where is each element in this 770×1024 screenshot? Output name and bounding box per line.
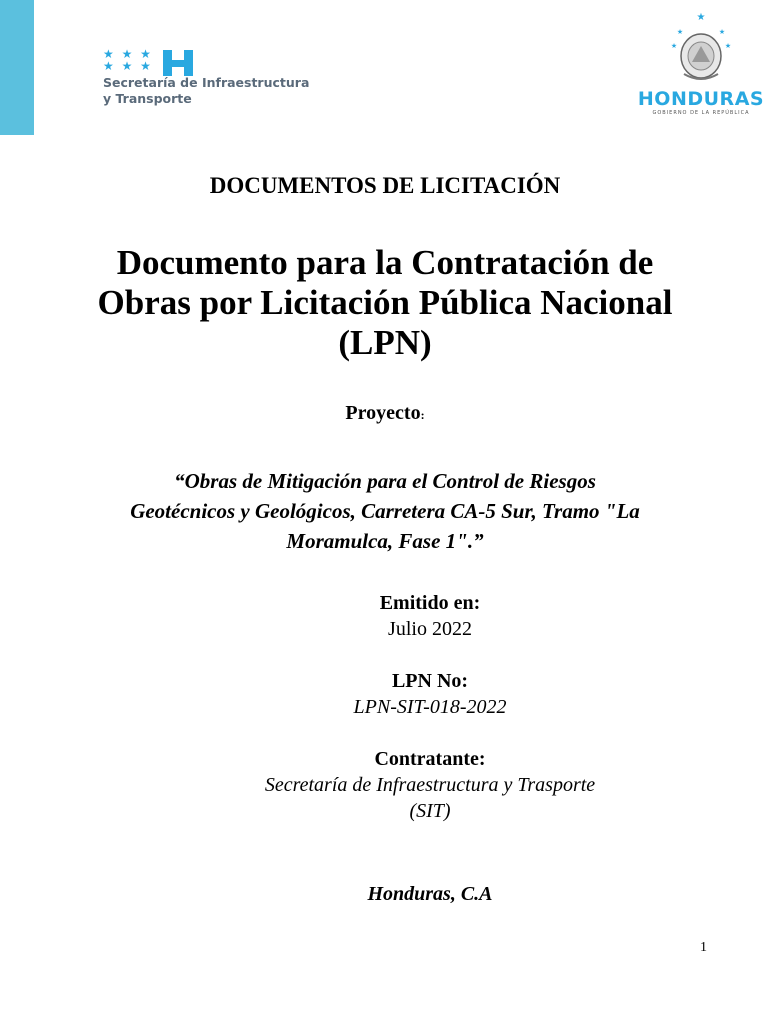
issued-block [230, 590, 630, 642]
project-line: “Obras de Mitigación para el Control de Riesgos [174, 469, 596, 493]
svg-text:★: ★ [696, 12, 706, 23]
contractor-acronym: (SIT) [409, 800, 451, 822]
svg-text:★: ★ [670, 42, 678, 50]
honduras-logo [636, 10, 766, 120]
coat-of-arms-icon [666, 10, 736, 86]
project-line: Moramulca, Fase 1".” [286, 529, 484, 553]
sit-logo-text: Secretaría de Infraestructura y Transporte [103, 75, 310, 106]
title-line: Documento para la Contratación de [116, 243, 654, 282]
issued-label: Emitido en: [379, 592, 481, 614]
lpn-value: LPN-SIT-018-2022 [353, 696, 507, 718]
document-type-heading: DOCUMENTOS DE LICITACIÓN [209, 173, 561, 198]
page-number: 1 [700, 940, 707, 955]
honduras-subtitle: GOBIERNO DE LA REPÚBLICA [652, 110, 750, 116]
side-accent-bar [0, 0, 34, 135]
sit-logo [103, 48, 363, 108]
h-letter-icon [161, 50, 195, 76]
lpn-block [230, 668, 630, 720]
svg-text:★: ★ [718, 28, 726, 36]
lpn-label: LPN No: [391, 670, 469, 692]
contractor-name: Secretaría de Infraestructura y Trasporte [264, 774, 596, 796]
contractor-block [230, 746, 630, 824]
contractor-label: Contratante: [374, 748, 486, 770]
issued-value: Julio 2022 [388, 618, 472, 640]
title-line: (LPN) [338, 323, 432, 362]
country: Honduras, C.A [367, 883, 493, 905]
svg-text:★: ★ [724, 42, 732, 50]
honduras-wordmark: HONDURAS [637, 88, 765, 110]
project-label: Proyecto: [345, 402, 425, 424]
project-line: Geotécnicos y Geológicos, Carretera CA-5 Sur, Tramo "La [130, 499, 640, 523]
title-line: Obras por Licitación Pública Nacional [97, 283, 673, 322]
project-name [0, 466, 770, 556]
svg-text:★: ★ [676, 28, 684, 36]
stars-icon: ★ ★ ★ ★ ★ ★ [103, 47, 153, 73]
document-title [0, 243, 770, 363]
